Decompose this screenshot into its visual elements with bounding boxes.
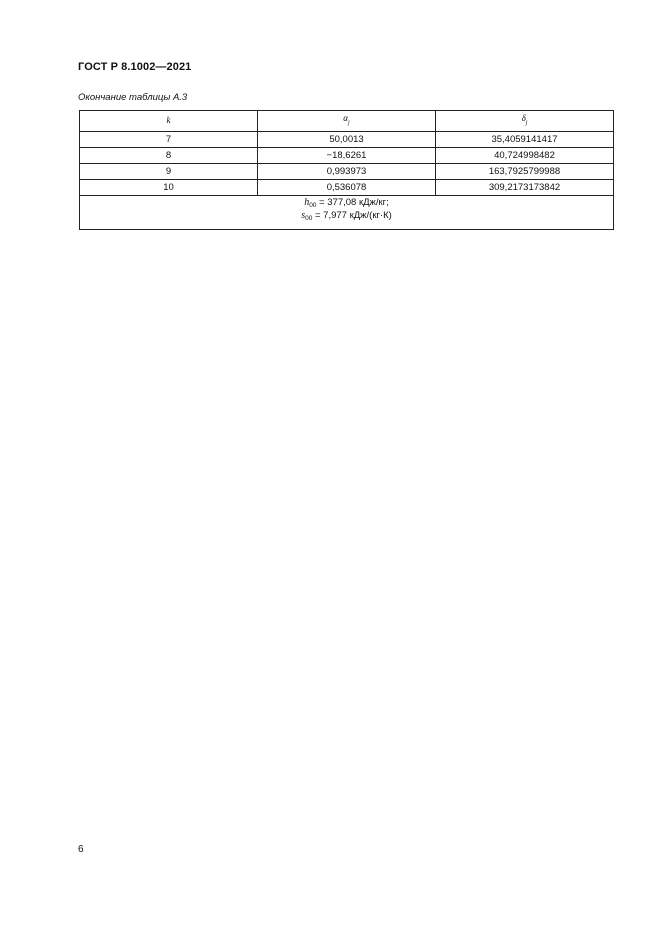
header-k	[80, 111, 258, 132]
footer-line-s	[80, 211, 613, 224]
cell-k: 10	[80, 179, 258, 195]
cell-delta: 35,4059141417	[436, 131, 614, 147]
header-delta-symbol: δ	[521, 113, 526, 123]
table-row	[80, 179, 614, 195]
table-row	[80, 131, 614, 147]
table-row	[80, 163, 614, 179]
footer-h-value: = 377,08 кДж/кг;	[316, 196, 389, 208]
data-table	[79, 110, 614, 230]
document-header: ГОСТ Р 8.1002—2021	[78, 61, 192, 73]
page-number: 6	[78, 844, 84, 855]
table-header-row	[80, 111, 614, 132]
header-alpha-symbol: α	[343, 113, 349, 123]
cell-delta: 163,7925799988	[436, 163, 614, 179]
cell-alpha: 0,536078	[258, 179, 436, 195]
header-alpha	[258, 111, 436, 132]
cell-alpha: 50,0013	[258, 131, 436, 147]
footer-h-symbol: h	[304, 196, 310, 208]
cell-delta: 40,724998482	[436, 147, 614, 163]
cell-k: 8	[80, 147, 258, 163]
table-caption: Окончание таблицы А.3	[78, 92, 188, 103]
footer-s-symbol: s	[301, 209, 306, 221]
cell-alpha: 0,993973	[258, 163, 436, 179]
header-alpha-subscript: j	[348, 119, 350, 126]
footer-cell	[80, 195, 614, 229]
footer-s-value: = 7,977 кДж/(кг·К)	[312, 209, 392, 221]
cell-delta: 309,2173173842	[436, 179, 614, 195]
cell-k: 7	[80, 131, 258, 147]
header-delta	[436, 111, 614, 132]
table-footer-row	[80, 195, 614, 229]
header-k-label: k	[166, 115, 171, 126]
footer-s-subscript: 00	[305, 214, 313, 222]
table-row	[80, 147, 614, 163]
cell-alpha: −18,6261	[258, 147, 436, 163]
header-delta-subscript: j	[525, 119, 528, 126]
footer-h-subscript: 00	[309, 201, 317, 209]
cell-k: 9	[80, 163, 258, 179]
